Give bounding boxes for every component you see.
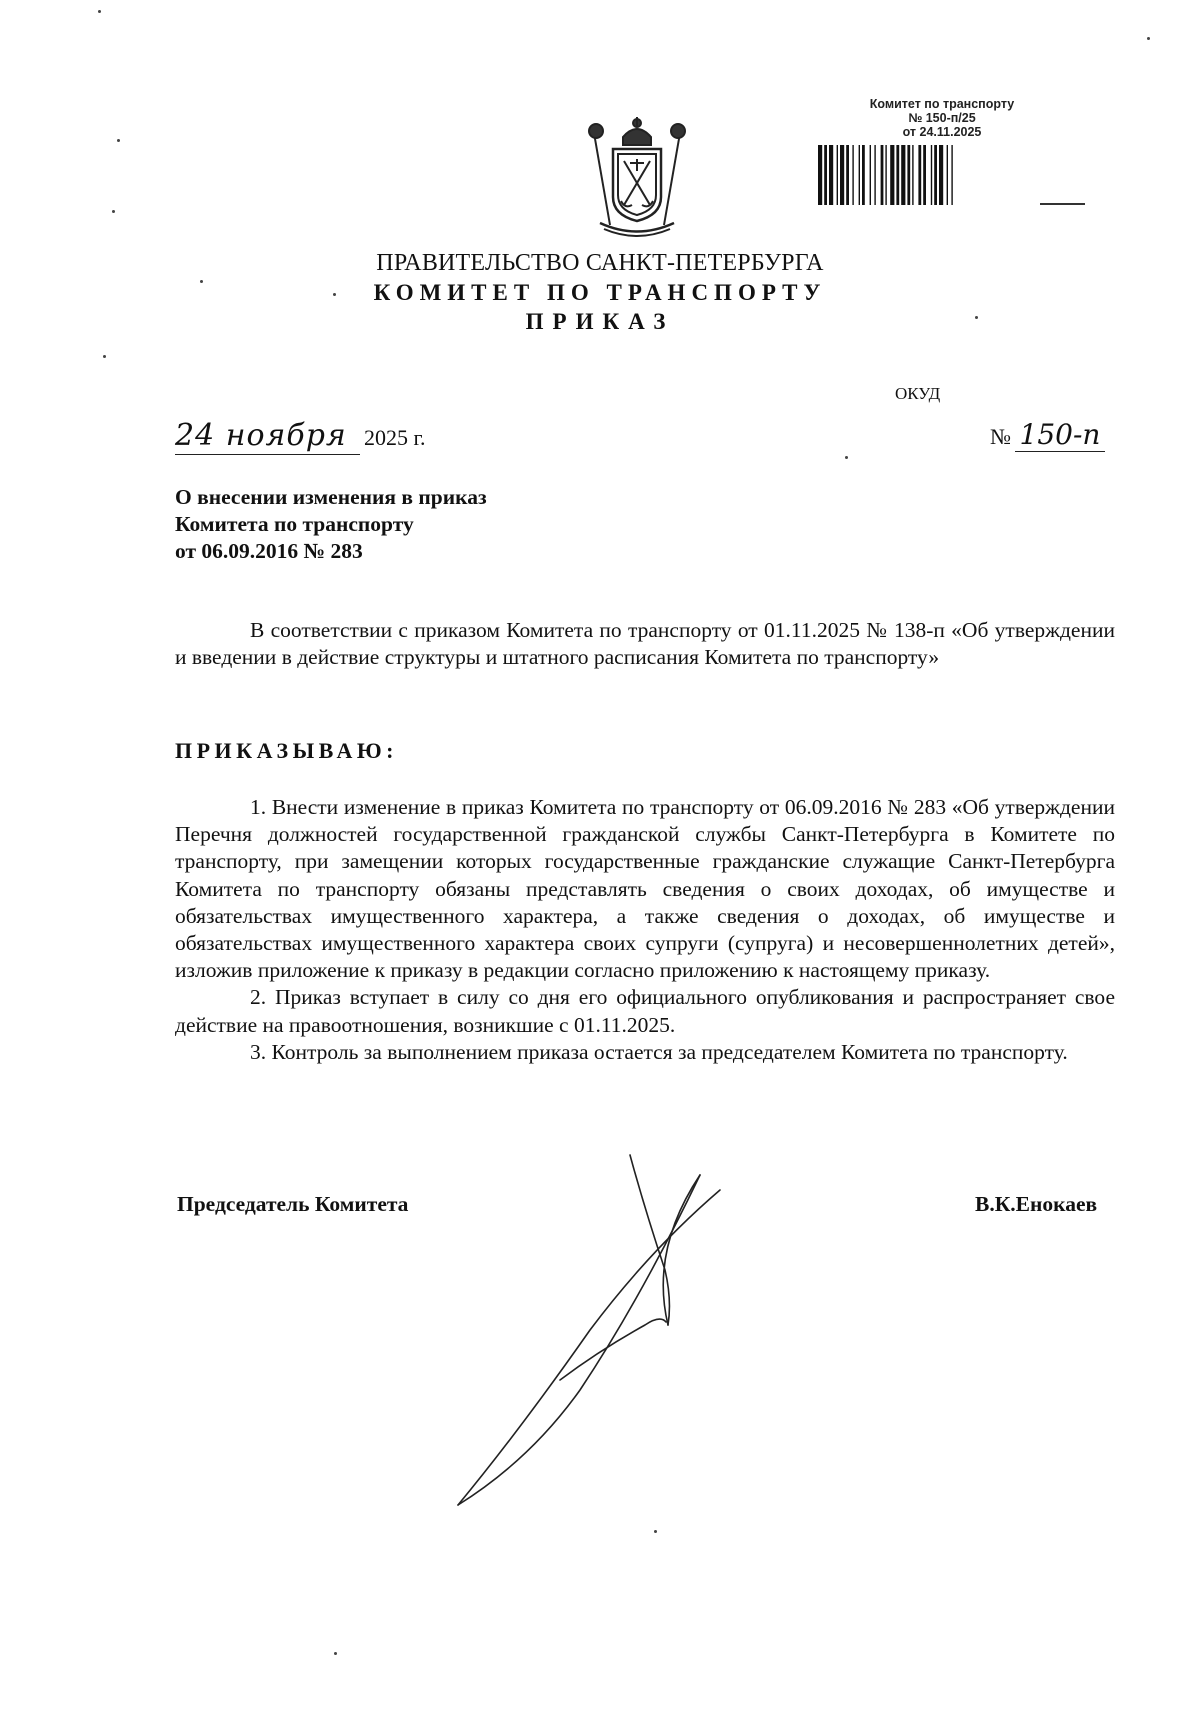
handwritten-date: 24 ноября <box>175 418 360 455</box>
barcode-bar <box>912 145 913 205</box>
barcode-bar <box>931 145 932 205</box>
document-number <box>990 418 1105 452</box>
signatory-position: Председатель Комитета <box>177 1192 409 1216</box>
subject-line-2: Комитета по транспорту <box>175 512 414 536</box>
scan-speck <box>200 280 203 283</box>
item-1: 1. Внести изменение в приказ Комитета по транспорту от 06.09.2016 № 283 «Об утверждении Перечня должностей государственной гражданской службы Санкт-Петербурга в Комитете по транспорту, при замещении которых государственные гражданские служащие Санкт-Петербурга Комитета по транспорту обязаны представлять сведения о своих доходах, об имуществе и обязательствах имущественного характера, а также сведения о доходах, об имуществе и обязательствах имущественного характера своих супруги (супруга) и несовершеннолетних детей», изложив приложение к приказу в редакции согласно приложению к настоящему приказу. <box>175 795 1115 983</box>
barcode-bar <box>881 145 884 205</box>
barcode-bar <box>837 145 838 205</box>
barcode-bar <box>846 145 849 205</box>
barcode-bar <box>918 145 921 205</box>
scan-speck <box>334 1652 337 1655</box>
barcode-bar <box>840 145 844 205</box>
government-title: ПРАВИТЕЛЬСТВО САНКТ-ПЕТЕРБУРГА <box>376 250 824 276</box>
barcode-bar <box>862 145 865 205</box>
stamp-date: от 24.11.2025 <box>902 125 982 139</box>
scan-speck <box>98 10 101 13</box>
barcode-bar <box>951 145 952 205</box>
scan-speck <box>333 293 336 296</box>
stamp-number: № 150-п/25 <box>908 111 976 125</box>
barcode-bar <box>885 145 886 205</box>
barcode-bar <box>939 145 943 205</box>
preamble <box>175 617 1115 671</box>
scan-speck <box>117 139 120 142</box>
scan-speck <box>845 456 848 459</box>
order-word: ПРИКАЗЫВАЮ: <box>175 738 398 763</box>
signatory-name: В.К.Енокаев <box>975 1192 1098 1216</box>
barcode-bar <box>818 145 822 205</box>
subject-line-1: О внесении изменения в приказ <box>175 485 487 509</box>
order-items <box>175 794 1115 1066</box>
barcode-bar <box>923 145 926 205</box>
scan-speck <box>112 210 115 213</box>
barcode-underline <box>1040 203 1085 205</box>
barcode-bar <box>890 145 894 205</box>
scan-speck <box>1147 37 1150 40</box>
item-3: 3. Контроль за выполнением приказа остается за председателем Комитета по транспорту. <box>250 1039 1068 1064</box>
barcode-bar <box>829 145 833 205</box>
stamp-org: Комитет по транспорту <box>869 97 1015 111</box>
barcode-bar <box>824 145 827 205</box>
barcode-bar <box>947 145 948 205</box>
item-2: 2. Приказ вступает в силу со дня его официального опубликования и распространяет свое действие на правоотношения, возникшие с 01.11.2025. <box>175 985 1115 1037</box>
handwritten-number: 150-п <box>1015 418 1105 452</box>
scan-speck <box>654 1530 657 1533</box>
barcode <box>818 145 1040 205</box>
barcode-bar <box>859 145 860 205</box>
barcode-bar <box>870 145 871 205</box>
document-type: ПРИКАЗ <box>525 309 675 334</box>
barcode-bar <box>907 145 910 205</box>
number-label: № <box>990 424 1011 449</box>
registration-stamp <box>822 97 1062 139</box>
scan-speck <box>103 355 106 358</box>
barcode-bar <box>901 145 905 205</box>
barcode-bar <box>934 145 937 205</box>
committee-title: КОМИТЕТ ПО ТРАНСПОРТУ <box>373 280 827 305</box>
handwritten-signature <box>440 1150 740 1510</box>
okud-label: ОКУД <box>895 384 941 403</box>
barcode-bar <box>896 145 899 205</box>
barcode-bar <box>852 145 853 205</box>
document-date <box>175 418 426 455</box>
barcode-bar <box>874 145 875 205</box>
subject-line-3: от 06.09.2016 № 283 <box>175 539 363 563</box>
document-subject <box>175 484 487 565</box>
preamble-text: В соответствии с приказом Комитета по транспорту от 01.11.2025 № 138-п «Об утверждении и введении в действие структуры и штатного расписания Комитета по транспорту» <box>175 618 1115 670</box>
coat-of-arms-emblem <box>580 115 695 240</box>
scan-speck <box>975 316 978 319</box>
date-year: 2025 г. <box>364 425 426 450</box>
